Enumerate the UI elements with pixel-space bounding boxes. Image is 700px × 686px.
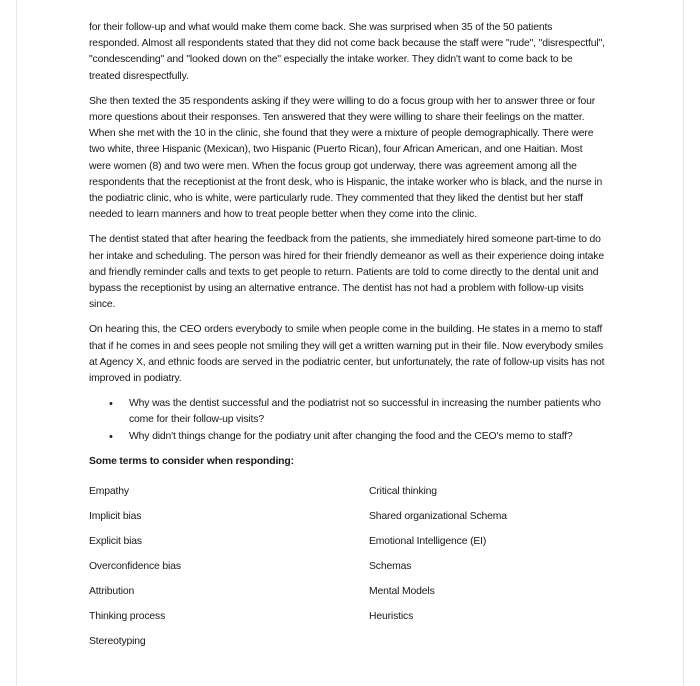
question-item: • Why was the dentist successful and the podiatrist not so successful in increasing the number patients who come for their follow-up visits? [129,396,605,428]
document-page [89,20,605,650]
paragraph-survey-results: for their follow-up and what would make them come back. She was surprised when 35 of the 50 patients responded. Almost all respondents stated that they did not come back because the staff were "rude", "disrespectful", "condescending" and "looked down on the" especially the intake worker. They didn't want to come back to be treated disrespectfully. [89,22,605,82]
term-right: Mental Models [369,586,435,598]
terms-heading: Some terms to consider when responding: [89,455,294,467]
paragraph-focus-group: She then texted the 35 respondents asking if they were willing to do a focus group with her to answer three or four more questions about their responses. Ten answered that they were willing to share their feelings on the matter. When she met with the 10 in the clinic, she found that they were a mixture of people demographically. There were two white, three Hispanic (Mexican), two Hispanic (Puerto Rican), four African American, and one Haitian. Most were women (8) and two were men. When the focus group got underway, there was agreement among all the respondents that the receptionist at the front desk, who is Hispanic, the intake worker who is black, and the nurse in the podiatric clinic, who is white, were particularly rude. They commented that they liked the dentist but her staff needed to learn manners and how to treat people better when they come into the clinic. [89,95,603,221]
question-list [89,396,605,445]
term-left: Empathy [89,486,129,498]
term-left: Stereotyping [89,636,146,648]
term-right: Schemas [369,561,412,573]
term-right: Emotional Intelligence (EI) [369,536,487,548]
term-right: Critical thinking [369,486,437,498]
term-left: Overconfidence bias [89,561,181,573]
question-item: • Why didn't things change for the podiatry unit after changing the food and the CEO's memo to staff? [129,429,605,445]
page-edge-right [683,0,684,686]
term-left: Attribution [89,586,135,598]
terms-grid [89,484,605,650]
term-right: Heuristics [369,611,414,623]
page-edge-left [16,0,17,686]
paragraph-ceo-memo: On hearing this, the CEO orders everybody to smile when people come in the building. He states in a memo to staff that if he comes in and sees people not smiling they will get a written warning put in their file. Now everybody smiles at Agency X, and ethnic foods are served in the podiatric center, but unfortunately, the rate of follow-up visits has not improved in podiatry. [89,324,605,385]
term-right: Shared organizational Schema [369,511,507,523]
term-left: Implicit bias [89,511,142,523]
paragraph-dentist-response: The dentist stated that after hearing the feedback from the patients, she immediately hired someone part-time to do her intake and scheduling. The person was hired for their friendly demeanor as well as their experience doing intake and friendly reminder calls and texts to get people to return. Patients are told to come directly to the dental unit and bypass the receptionist by using an alternative entrance. The dentist has not had a problem with follow-up visits since. [89,234,604,311]
term-left: Thinking process [89,611,166,623]
term-left: Explicit bias [89,536,142,548]
